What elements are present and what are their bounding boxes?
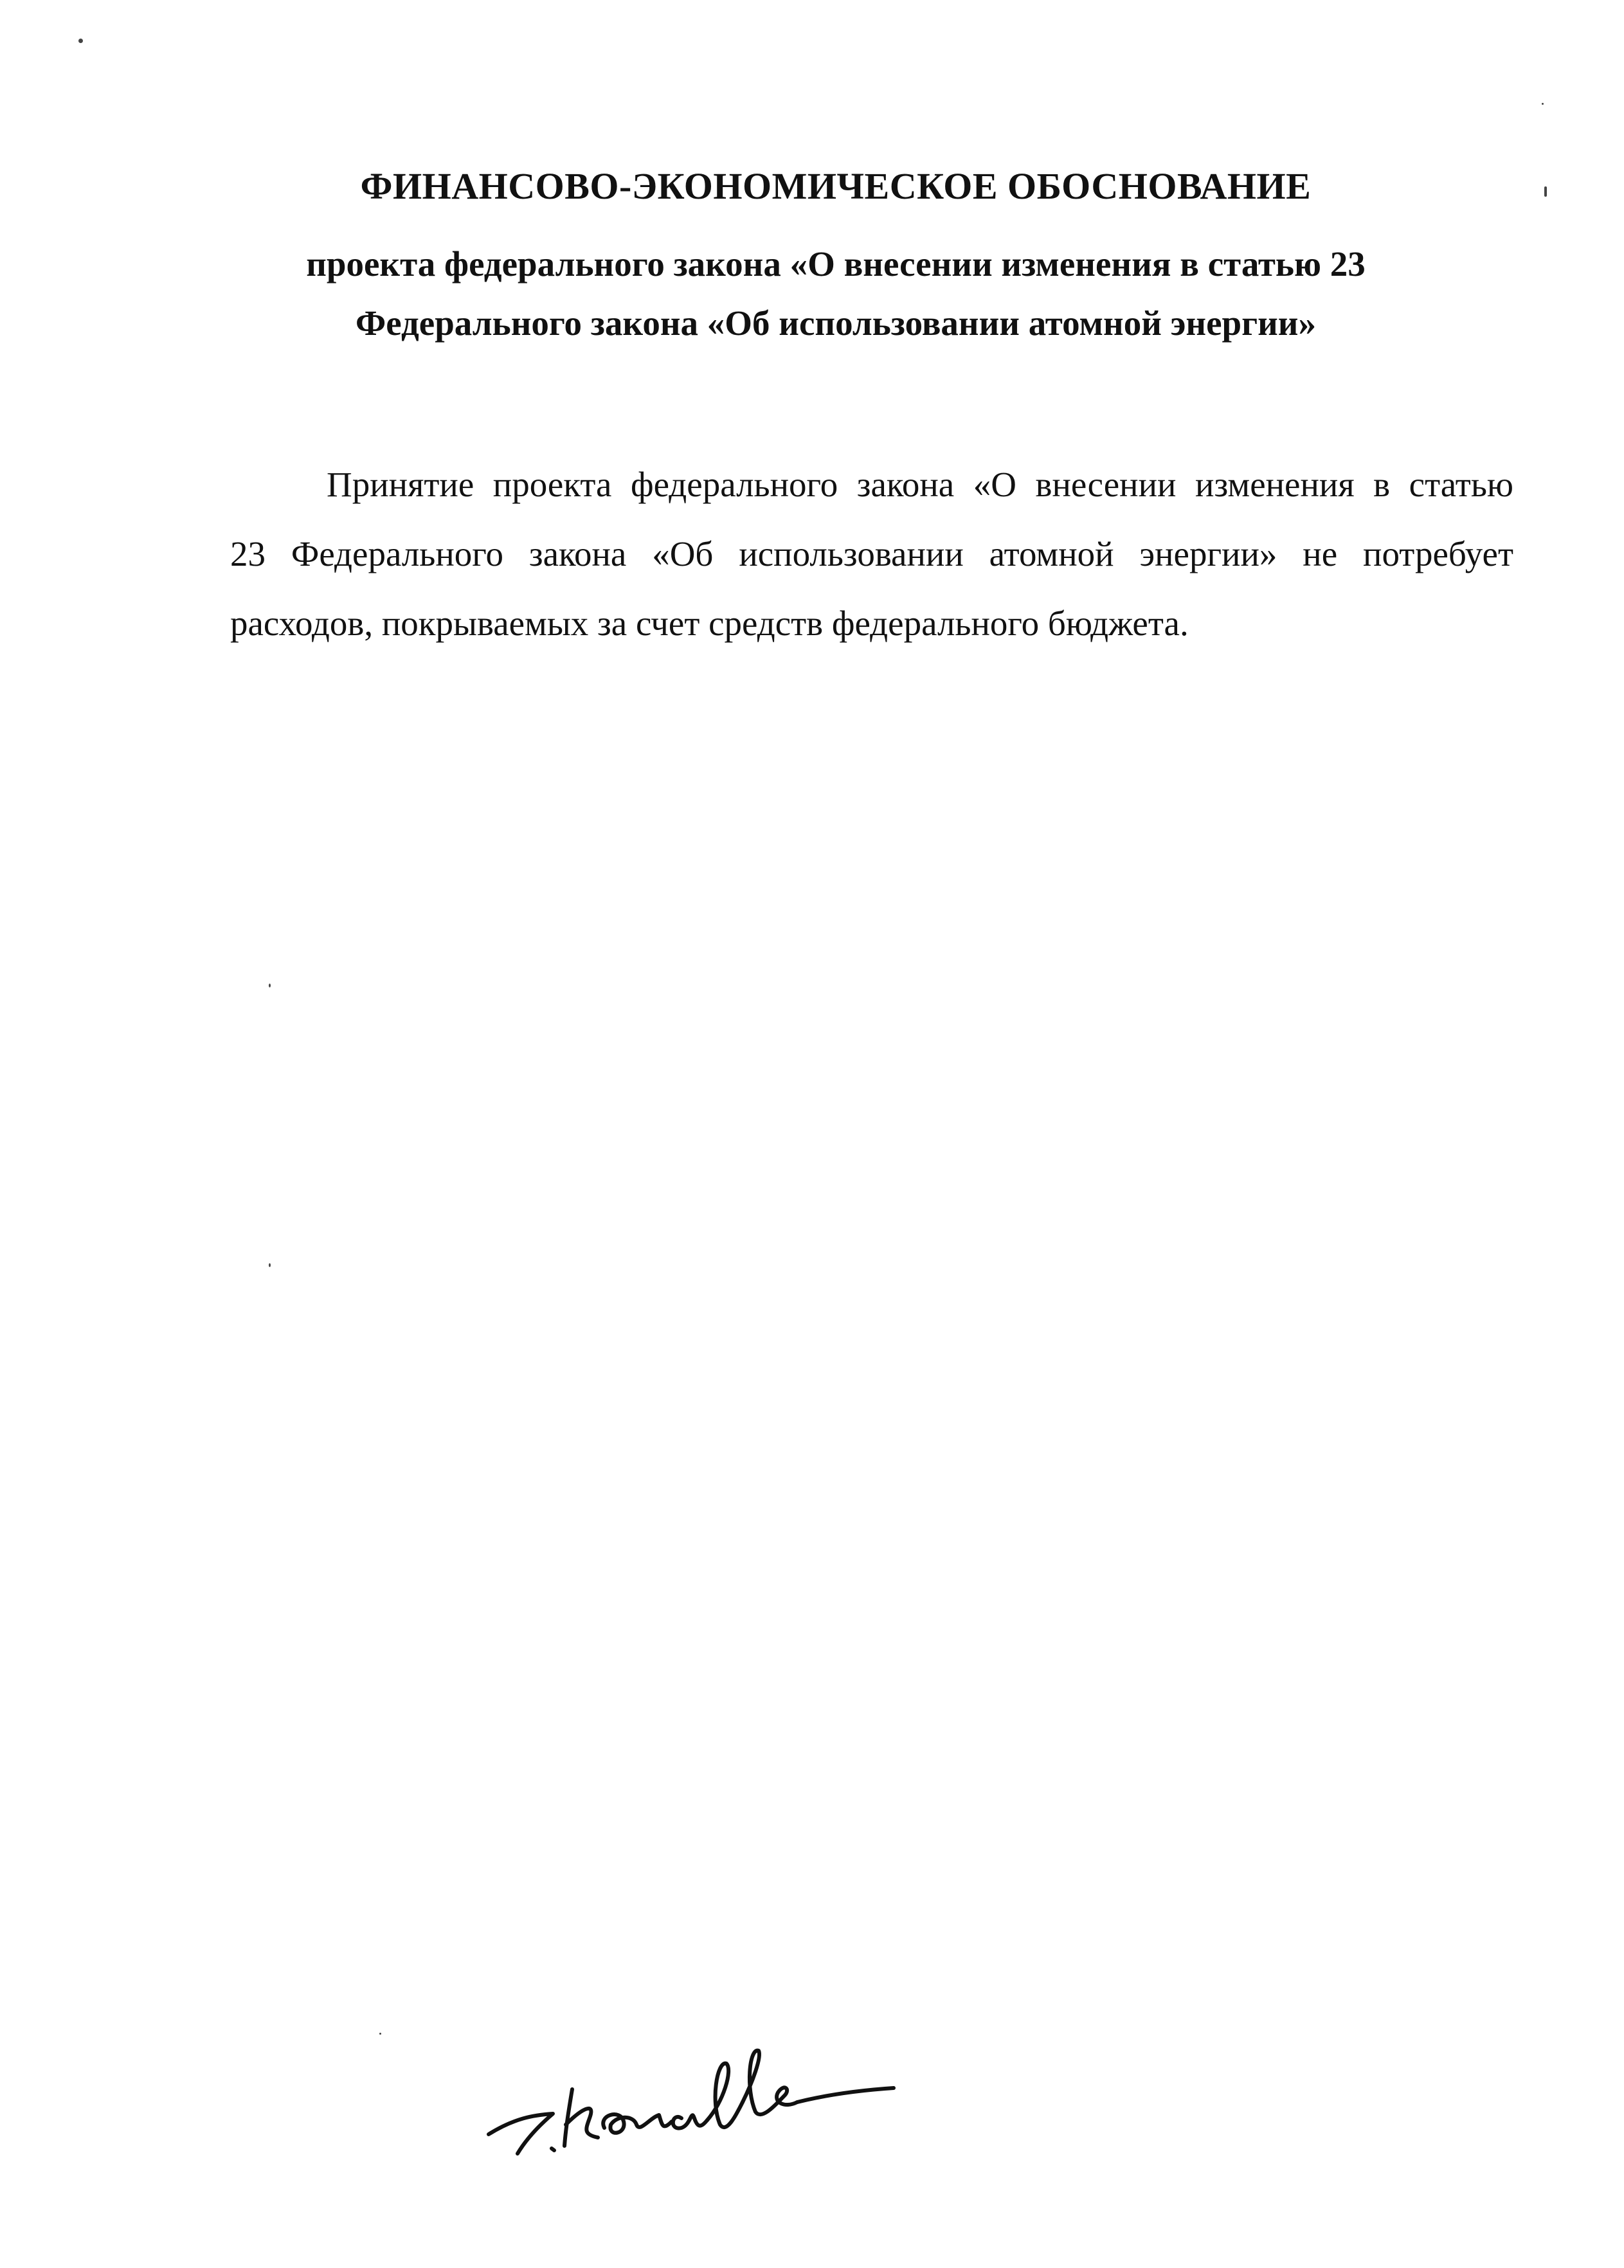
body-line: 23 Федерального закона «Об использовании атомной энергии» не потребует	[230, 534, 1513, 573]
body-paragraph	[230, 450, 1513, 658]
document-title: ФИНАНСОВО-ЭКОНОМИЧЕСКОЕ ОБОСНОВАНИЕ	[360, 165, 1312, 207]
body-line: расходов, покрываемых за счет средств федерального бюджета.	[230, 604, 1189, 643]
subtitle-line: Федерального закона «Об использовании атомной энергии»	[356, 303, 1316, 343]
handwritten-signature-icon	[476, 2006, 913, 2160]
scan-speck	[1542, 103, 1544, 105]
scan-speck	[269, 984, 271, 987]
scan-speck	[78, 39, 83, 43]
subtitle-line: проекта федерального закона «О внесении изменения в статью 23	[306, 244, 1366, 284]
scan-speck	[1544, 186, 1547, 197]
body-line: Принятие проекта федерального закона «О внесении изменения в статью	[327, 465, 1513, 504]
document-subtitle	[225, 235, 1447, 353]
scan-speck	[379, 2033, 381, 2035]
scan-speck	[269, 1263, 271, 1267]
